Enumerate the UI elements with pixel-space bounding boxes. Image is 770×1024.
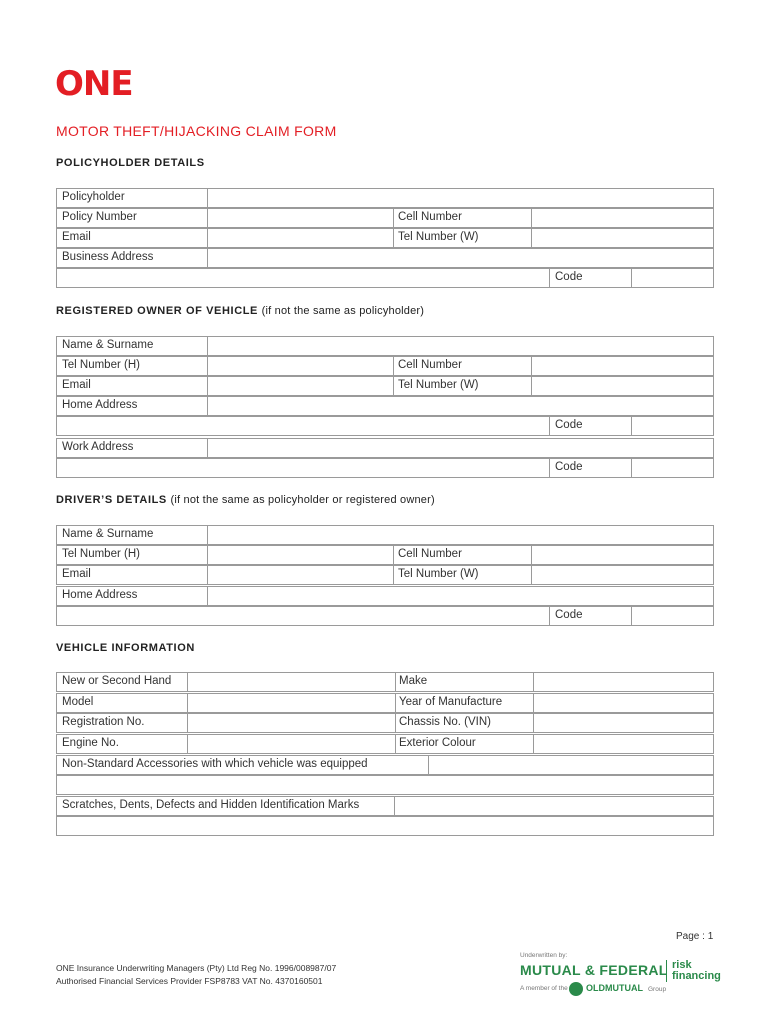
scratches-field[interactable] (395, 797, 713, 815)
registration-field[interactable] (188, 714, 394, 732)
driver-code-label: Code (555, 609, 583, 621)
business-address-field[interactable] (208, 249, 713, 267)
owner-work-address-label: Work Address (62, 441, 134, 453)
make-label: Make (399, 675, 428, 687)
owner-home-code-field[interactable] (632, 417, 713, 435)
business-address-line2-field[interactable] (57, 269, 549, 287)
driver-name-field[interactable] (208, 526, 713, 544)
owner-home-address-row (56, 396, 714, 416)
owner-work-address-row (56, 438, 714, 458)
group-label: Group (648, 986, 667, 993)
vehicle-row-2 (56, 693, 714, 713)
year-field[interactable] (534, 694, 713, 712)
cell-number-label: Cell Number (398, 211, 462, 223)
accessories-field[interactable] (429, 756, 713, 774)
business-address-label: Business Address (62, 251, 154, 263)
driver-email-label: Email (62, 568, 91, 580)
policyholder-field[interactable] (208, 189, 713, 207)
owner-name-label: Name & Surname (62, 339, 154, 351)
policy-number-row (56, 208, 714, 228)
business-address-row (56, 248, 714, 268)
risk-financing-logo: risk financing (666, 960, 721, 982)
owner-work-code-row (56, 458, 714, 478)
underwritten-by-label: Underwritten by: (520, 952, 568, 959)
owner-home-address-label: Home Address (62, 399, 138, 411)
chassis-label: Chassis No. (VIN) (399, 716, 492, 728)
registration-label: Registration No. (62, 716, 145, 728)
owner-home-address-field[interactable] (208, 397, 713, 415)
new-second-field[interactable] (188, 673, 394, 691)
scratches-line2-row (56, 816, 714, 836)
owner-cell-label: Cell Number (398, 359, 462, 371)
email-row (56, 228, 714, 248)
old-mutual-tree-icon (569, 982, 583, 996)
year-label: Year of Manufacture (399, 696, 503, 708)
vehicle-row-4 (56, 734, 714, 754)
driver-tel-h-row (56, 545, 714, 565)
accessories-label: Non-Standard Accessories with which vehicle was equipped (62, 758, 368, 770)
form-title: MOTOR THEFT/HIJACKING CLAIM FORM (56, 123, 337, 139)
driver-name-row (56, 525, 714, 545)
make-field[interactable] (534, 673, 713, 691)
driver-home-code-row (56, 606, 714, 626)
owner-home-code-label: Code (555, 419, 583, 431)
owner-home-code-row (56, 416, 714, 436)
driver-home-address-line2-field[interactable] (57, 607, 549, 625)
owner-name-row (56, 336, 714, 356)
driver-tel-h-label: Tel Number (H) (62, 548, 140, 560)
chassis-field[interactable] (534, 714, 713, 732)
driver-cell-field[interactable] (532, 546, 713, 564)
owner-email-field[interactable] (208, 377, 392, 395)
owner-work-address-field[interactable] (208, 439, 713, 457)
tel-w-field[interactable] (532, 229, 713, 247)
vehicle-row-3 (56, 713, 714, 733)
owner-tel-w-field[interactable] (532, 377, 713, 395)
mutual-federal-logo: MUTUAL & FEDERAL (520, 962, 668, 978)
model-field[interactable] (188, 694, 394, 712)
code-label: Code (555, 271, 583, 283)
email-field[interactable] (208, 229, 392, 247)
driver-home-address-label: Home Address (62, 589, 138, 601)
footer-line-2: Authorised Financial Services Provider FSP8783 VAT No. 4370160501 (56, 976, 323, 986)
driver-cell-label: Cell Number (398, 548, 462, 560)
scratches-line2-field[interactable] (57, 817, 713, 835)
section-heading-vehicle: VEHICLE INFORMATION (56, 642, 195, 654)
footer-line-1: ONE Insurance Underwriting Managers (Pty) Ltd Reg No. 1996/008987/07 (56, 963, 337, 973)
owner-work-code-field[interactable] (632, 459, 713, 477)
member-of-label: A member of the (520, 985, 568, 992)
policyholder-label: Policyholder (62, 191, 125, 203)
owner-tel-h-field[interactable] (208, 357, 392, 375)
engine-field[interactable] (188, 735, 394, 753)
footer-legal (56, 962, 336, 988)
policyholder-row (56, 188, 714, 208)
driver-code-field[interactable] (632, 607, 713, 625)
owner-tel-w-label: Tel Number (W) (398, 379, 479, 391)
driver-name-label: Name & Surname (62, 528, 154, 540)
driver-email-row (56, 565, 714, 585)
old-mutual-logo: OLDMUTUAL (586, 983, 643, 993)
driver-email-field[interactable] (208, 566, 392, 584)
model-label: Model (62, 696, 94, 708)
accessories-line2-field[interactable] (57, 776, 713, 794)
owner-work-code-label: Code (555, 461, 583, 473)
tel-w-label: Tel Number (W) (398, 231, 479, 243)
new-second-label: New or Second Hand (62, 675, 172, 687)
owner-tel-h-row (56, 356, 714, 376)
colour-label: Exterior Colour (399, 737, 476, 749)
owner-cell-field[interactable] (532, 357, 713, 375)
business-code-field[interactable] (632, 269, 713, 287)
vehicle-row-1 (56, 672, 714, 692)
policy-number-field[interactable] (208, 209, 392, 227)
accessories-row (56, 755, 714, 775)
driver-tel-h-field[interactable] (208, 546, 392, 564)
policy-number-label: Policy Number (62, 211, 137, 223)
section-heading-owner: REGISTERED OWNER OF VEHICLE (if not the same as policyholder) (56, 305, 425, 317)
driver-tel-w-label: Tel Number (W) (398, 568, 479, 580)
cell-number-field[interactable] (532, 209, 713, 227)
section-heading-policyholder: POLICYHOLDER DETAILS (56, 157, 205, 169)
driver-home-address-row (56, 586, 714, 606)
owner-home-address-line2-field[interactable] (57, 417, 549, 435)
page-number: Page : 1 (676, 931, 714, 942)
business-address-code-row (56, 268, 714, 288)
owner-work-address-line2-field[interactable] (57, 459, 549, 477)
scratches-label: Scratches, Dents, Defects and Hidden Identification Marks (62, 799, 360, 811)
email-label: Email (62, 231, 91, 243)
owner-email-row (56, 376, 714, 396)
owner-tel-h-label: Tel Number (H) (62, 359, 140, 371)
colour-field[interactable] (534, 735, 713, 753)
driver-tel-w-field[interactable] (532, 566, 713, 584)
engine-label: Engine No. (62, 737, 119, 749)
section-heading-driver: DRIVER’S DETAILS (if not the same as policyholder or registered owner) (56, 494, 435, 506)
driver-home-address-field[interactable] (208, 587, 713, 605)
accessories-line2-row (56, 775, 714, 795)
company-logo: ONE (55, 64, 133, 104)
owner-email-label: Email (62, 379, 91, 391)
owner-name-field[interactable] (208, 337, 713, 355)
scratches-row (56, 796, 714, 816)
